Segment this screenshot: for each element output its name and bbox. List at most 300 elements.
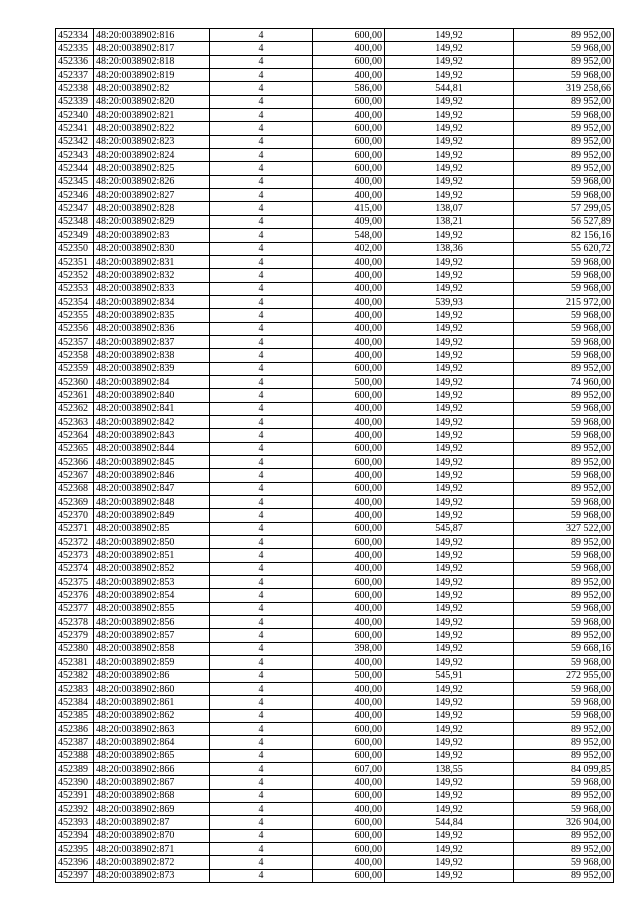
row-number-cell: 452366 [56,456,94,469]
table-row [56,175,614,188]
value-cell: 327 522,00 [514,522,614,535]
category-cell: 4 [210,562,313,575]
area-cell: 400,00 [313,709,385,722]
row-number-cell: 452365 [56,442,94,455]
cadastral-number-cell: 48:20:0038902:819 [94,69,210,82]
cadastral-number-cell: 48:20:0038902:845 [94,456,210,469]
area-cell: 600,00 [313,536,385,549]
rate-cell: 149,92 [385,656,514,669]
table-row [56,762,614,775]
table-row [56,162,614,175]
value-cell: 89 952,00 [514,589,614,602]
row-number-cell: 452370 [56,509,94,522]
category-cell: 4 [210,389,313,402]
area-cell: 400,00 [313,696,385,709]
area-cell: 400,00 [313,469,385,482]
cadastral-number-cell: 48:20:0038902:842 [94,415,210,428]
table-row [56,456,614,469]
cadastral-number-cell: 48:20:0038902:829 [94,215,210,228]
rate-cell: 149,92 [385,496,514,509]
area-cell: 607,00 [313,762,385,775]
cadastral-number-cell: 48:20:0038902:843 [94,429,210,442]
cadastral-number-cell: 48:20:0038902:823 [94,135,210,148]
value-cell: 89 952,00 [514,789,614,802]
cadastral-number-cell: 48:20:0038902:866 [94,762,210,775]
value-cell: 59 968,00 [514,549,614,562]
value-cell: 74 960,00 [514,375,614,388]
area-cell: 548,00 [313,229,385,242]
value-cell: 56 527,89 [514,215,614,228]
row-number-cell: 452339 [56,95,94,108]
area-cell: 400,00 [313,295,385,308]
category-cell: 4 [210,816,313,829]
rate-cell: 149,92 [385,135,514,148]
rate-cell: 149,92 [385,349,514,362]
area-cell: 600,00 [313,55,385,68]
category-cell: 4 [210,189,313,202]
category-cell: 4 [210,682,313,695]
category-cell: 4 [210,415,313,428]
cadastral-number-cell: 48:20:0038902:852 [94,562,210,575]
area-cell: 400,00 [313,562,385,575]
area-cell: 400,00 [313,282,385,295]
cadastral-number-cell: 48:20:0038902:857 [94,629,210,642]
category-cell: 4 [210,722,313,735]
rate-cell: 149,92 [385,722,514,735]
category-cell: 4 [210,375,313,388]
rate-cell: 149,92 [385,682,514,695]
value-cell: 59 968,00 [514,709,614,722]
row-number-cell: 452376 [56,589,94,602]
area-cell: 400,00 [313,429,385,442]
cadastral-number-cell: 48:20:0038902:835 [94,309,210,322]
rate-cell: 149,92 [385,402,514,415]
row-number-cell: 452374 [56,562,94,575]
area-cell: 600,00 [313,149,385,162]
cadastral-number-cell: 48:20:0038902:84 [94,375,210,388]
category-cell: 4 [210,202,313,215]
row-number-cell: 452346 [56,189,94,202]
area-cell: 600,00 [313,629,385,642]
value-cell: 59 968,00 [514,602,614,615]
rate-cell: 149,92 [385,696,514,709]
rate-cell: 149,92 [385,736,514,749]
value-cell: 319 258,66 [514,82,614,95]
area-cell: 400,00 [313,335,385,348]
category-cell: 4 [210,522,313,535]
rate-cell: 149,92 [385,842,514,855]
value-cell: 59 968,00 [514,42,614,55]
area-cell: 402,00 [313,242,385,255]
row-number-cell: 452378 [56,616,94,629]
cadastral-number-cell: 48:20:0038902:856 [94,616,210,629]
area-cell: 400,00 [313,42,385,55]
cadastral-number-cell: 48:20:0038902:863 [94,722,210,735]
value-cell: 272 955,00 [514,669,614,682]
area-cell: 400,00 [313,682,385,695]
table-row [56,402,614,415]
rate-cell: 149,92 [385,162,514,175]
row-number-cell: 452381 [56,656,94,669]
table-row [56,349,614,362]
rate-cell: 545,91 [385,669,514,682]
value-cell: 89 952,00 [514,442,614,455]
rate-cell: 149,92 [385,189,514,202]
cadastral-number-cell: 48:20:0038902:864 [94,736,210,749]
category-cell: 4 [210,709,313,722]
value-cell: 89 952,00 [514,736,614,749]
category-cell: 4 [210,229,313,242]
row-number-cell: 452336 [56,55,94,68]
cadastral-number-cell: 48:20:0038902:833 [94,282,210,295]
table-row [56,282,614,295]
rate-cell: 138,07 [385,202,514,215]
rate-cell: 149,92 [385,802,514,815]
value-cell: 57 299,05 [514,202,614,215]
value-cell: 59 968,00 [514,429,614,442]
row-number-cell: 452349 [56,229,94,242]
rate-cell: 138,55 [385,762,514,775]
table-row [56,442,614,455]
category-cell: 4 [210,215,313,228]
row-number-cell: 452347 [56,202,94,215]
category-cell: 4 [210,29,313,42]
cadastral-number-cell: 48:20:0038902:860 [94,682,210,695]
table-row [56,829,614,842]
cadastral-number-cell: 48:20:0038902:861 [94,696,210,709]
table-row [56,682,614,695]
area-cell: 400,00 [313,109,385,122]
value-cell: 59 968,00 [514,562,614,575]
rate-cell: 149,92 [385,536,514,549]
table-row [56,789,614,802]
table-row [56,589,614,602]
row-number-cell: 452380 [56,642,94,655]
rate-cell: 149,92 [385,616,514,629]
table-row [56,375,614,388]
value-cell: 59 968,00 [514,322,614,335]
table-row [56,82,614,95]
category-cell: 4 [210,456,313,469]
category-cell: 4 [210,496,313,509]
row-number-cell: 452352 [56,269,94,282]
rate-cell: 149,92 [385,749,514,762]
value-cell: 89 952,00 [514,95,614,108]
rate-cell: 149,92 [385,122,514,135]
row-number-cell: 452397 [56,869,94,882]
row-number-cell: 452354 [56,295,94,308]
row-number-cell: 452351 [56,255,94,268]
row-number-cell: 452389 [56,762,94,775]
table-row [56,322,614,335]
data-table [55,28,614,883]
cadastral-number-cell: 48:20:0038902:825 [94,162,210,175]
category-cell: 4 [210,749,313,762]
area-cell: 400,00 [313,69,385,82]
rate-cell: 149,92 [385,322,514,335]
row-number-cell: 452367 [56,469,94,482]
rate-cell: 149,92 [385,869,514,882]
table-row [56,215,614,228]
row-number-cell: 452395 [56,842,94,855]
cadastral-number-cell: 48:20:0038902:850 [94,536,210,549]
cadastral-number-cell: 48:20:0038902:834 [94,295,210,308]
area-cell: 600,00 [313,162,385,175]
cadastral-number-cell: 48:20:0038902:851 [94,549,210,562]
table-row [56,69,614,82]
area-cell: 400,00 [313,402,385,415]
table-row [56,335,614,348]
row-number-cell: 452379 [56,629,94,642]
value-cell: 59 968,00 [514,696,614,709]
cadastral-number-cell: 48:20:0038902:873 [94,869,210,882]
table-row [56,55,614,68]
rate-cell: 138,36 [385,242,514,255]
table-row [56,802,614,815]
table-row [56,816,614,829]
row-number-cell: 452361 [56,389,94,402]
cadastral-number-cell: 48:20:0038902:828 [94,202,210,215]
cadastral-number-cell: 48:20:0038902:854 [94,589,210,602]
row-number-cell: 452337 [56,69,94,82]
rate-cell: 149,92 [385,415,514,428]
value-cell: 59 968,00 [514,402,614,415]
rate-cell: 149,92 [385,109,514,122]
value-cell: 82 156,16 [514,229,614,242]
row-number-cell: 452390 [56,776,94,789]
rate-cell: 149,92 [385,562,514,575]
rate-cell: 149,92 [385,29,514,42]
category-cell: 4 [210,442,313,455]
table-row [56,362,614,375]
table-row [56,229,614,242]
area-cell: 400,00 [313,255,385,268]
category-cell: 4 [210,162,313,175]
area-cell: 400,00 [313,802,385,815]
rate-cell: 539,93 [385,295,514,308]
value-cell: 59 968,00 [514,802,614,815]
cadastral-number-cell: 48:20:0038902:83 [94,229,210,242]
value-cell: 59 968,00 [514,349,614,362]
table-row [56,562,614,575]
category-cell: 4 [210,149,313,162]
value-cell: 326 904,00 [514,816,614,829]
category-cell: 4 [210,616,313,629]
cadastral-number-cell: 48:20:0038902:844 [94,442,210,455]
cadastral-number-cell: 48:20:0038902:871 [94,842,210,855]
table-row [56,122,614,135]
table-row [56,536,614,549]
rate-cell: 149,92 [385,456,514,469]
category-cell: 4 [210,642,313,655]
rate-cell: 149,92 [385,509,514,522]
table-row [56,709,614,722]
row-number-cell: 452353 [56,282,94,295]
category-cell: 4 [210,95,313,108]
table-body [56,29,614,883]
rate-cell: 149,92 [385,576,514,589]
row-number-cell: 452358 [56,349,94,362]
cadastral-number-cell: 48:20:0038902:820 [94,95,210,108]
row-number-cell: 452371 [56,522,94,535]
category-cell: 4 [210,349,313,362]
value-cell: 89 952,00 [514,829,614,842]
rate-cell: 149,92 [385,629,514,642]
area-cell: 600,00 [313,789,385,802]
rate-cell: 149,92 [385,149,514,162]
cadastral-number-cell: 48:20:0038902:838 [94,349,210,362]
rate-cell: 149,92 [385,362,514,375]
value-cell: 59 968,00 [514,269,614,282]
area-cell: 400,00 [313,856,385,869]
value-cell: 89 952,00 [514,122,614,135]
rate-cell: 149,92 [385,95,514,108]
value-cell: 89 952,00 [514,722,614,735]
value-cell: 59 968,00 [514,496,614,509]
rate-cell: 545,87 [385,522,514,535]
category-cell: 4 [210,802,313,815]
category-cell: 4 [210,322,313,335]
area-cell: 586,00 [313,82,385,95]
cadastral-number-cell: 48:20:0038902:839 [94,362,210,375]
value-cell: 59 968,00 [514,682,614,695]
value-cell: 89 952,00 [514,482,614,495]
cadastral-number-cell: 48:20:0038902:832 [94,269,210,282]
rate-cell: 149,92 [385,856,514,869]
row-number-cell: 452340 [56,109,94,122]
category-cell: 4 [210,469,313,482]
cadastral-number-cell: 48:20:0038902:826 [94,175,210,188]
cadastral-number-cell: 48:20:0038902:841 [94,402,210,415]
table-row [56,415,614,428]
area-cell: 500,00 [313,375,385,388]
value-cell: 59 968,00 [514,335,614,348]
table-row [56,736,614,749]
row-number-cell: 452383 [56,682,94,695]
category-cell: 4 [210,602,313,615]
row-number-cell: 452360 [56,375,94,388]
rate-cell: 544,84 [385,816,514,829]
table-row [56,295,614,308]
area-cell: 600,00 [313,442,385,455]
cadastral-number-cell: 48:20:0038902:87 [94,816,210,829]
cadastral-number-cell: 48:20:0038902:869 [94,802,210,815]
cadastral-number-cell: 48:20:0038902:870 [94,829,210,842]
area-cell: 600,00 [313,482,385,495]
cadastral-number-cell: 48:20:0038902:817 [94,42,210,55]
category-cell: 4 [210,82,313,95]
value-cell: 84 099,85 [514,762,614,775]
value-cell: 89 952,00 [514,162,614,175]
category-cell: 4 [210,549,313,562]
rate-cell: 149,92 [385,602,514,615]
category-cell: 4 [210,255,313,268]
rate-cell: 149,92 [385,255,514,268]
area-cell: 600,00 [313,842,385,855]
row-number-cell: 452392 [56,802,94,815]
cadastral-number-cell: 48:20:0038902:859 [94,656,210,669]
cadastral-number-cell: 48:20:0038902:868 [94,789,210,802]
row-number-cell: 452375 [56,576,94,589]
table-row [56,109,614,122]
area-cell: 400,00 [313,189,385,202]
area-cell: 400,00 [313,175,385,188]
area-cell: 400,00 [313,415,385,428]
cadastral-number-cell: 48:20:0038902:831 [94,255,210,268]
table-row [56,642,614,655]
table-row [56,856,614,869]
category-cell: 4 [210,135,313,148]
category-cell: 4 [210,269,313,282]
category-cell: 4 [210,482,313,495]
cadastral-number-cell: 48:20:0038902:86 [94,669,210,682]
cadastral-number-cell: 48:20:0038902:872 [94,856,210,869]
category-cell: 4 [210,309,313,322]
value-cell: 89 952,00 [514,869,614,882]
rate-cell: 138,21 [385,215,514,228]
area-cell: 400,00 [313,776,385,789]
value-cell: 59 968,00 [514,255,614,268]
value-cell: 59 968,00 [514,69,614,82]
value-cell: 89 952,00 [514,29,614,42]
rate-cell: 149,92 [385,776,514,789]
area-cell: 600,00 [313,135,385,148]
table-row [56,749,614,762]
area-cell: 600,00 [313,869,385,882]
row-number-cell: 452386 [56,722,94,735]
table-row [56,776,614,789]
category-cell: 4 [210,629,313,642]
cadastral-number-cell: 48:20:0038902:853 [94,576,210,589]
rate-cell: 149,92 [385,269,514,282]
table-row [56,469,614,482]
category-cell: 4 [210,789,313,802]
table-row [56,309,614,322]
rate-cell: 149,92 [385,442,514,455]
table-row [56,669,614,682]
rate-cell: 544,81 [385,82,514,95]
row-number-cell: 452338 [56,82,94,95]
value-cell: 89 952,00 [514,149,614,162]
area-cell: 600,00 [313,829,385,842]
table-row [56,656,614,669]
row-number-cell: 452388 [56,749,94,762]
cadastral-number-cell: 48:20:0038902:82 [94,82,210,95]
cadastral-number-cell: 48:20:0038902:85 [94,522,210,535]
cadastral-number-cell: 48:20:0038902:862 [94,709,210,722]
area-cell: 409,00 [313,215,385,228]
value-cell: 215 972,00 [514,295,614,308]
row-number-cell: 452373 [56,549,94,562]
row-number-cell: 452350 [56,242,94,255]
row-number-cell: 452384 [56,696,94,709]
category-cell: 4 [210,55,313,68]
category-cell: 4 [210,295,313,308]
area-cell: 600,00 [313,389,385,402]
row-number-cell: 452382 [56,669,94,682]
category-cell: 4 [210,696,313,709]
row-number-cell: 452335 [56,42,94,55]
value-cell: 89 952,00 [514,749,614,762]
value-cell: 59 968,00 [514,282,614,295]
row-number-cell: 452363 [56,415,94,428]
category-cell: 4 [210,829,313,842]
rate-cell: 149,92 [385,375,514,388]
row-number-cell: 452396 [56,856,94,869]
cadastral-number-cell: 48:20:0038902:830 [94,242,210,255]
value-cell: 59 968,00 [514,856,614,869]
row-number-cell: 452387 [56,736,94,749]
